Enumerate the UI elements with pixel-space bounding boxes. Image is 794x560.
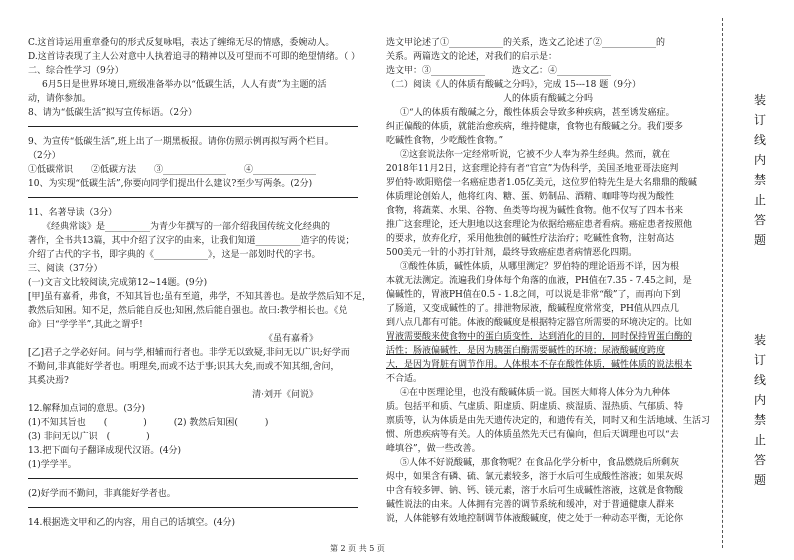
left-text-line: 12.解释加点词的意思。(3分) — [28, 404, 146, 414]
binding-char: 订 — [753, 113, 766, 127]
left-text-line: 三、阅读（37分） — [28, 264, 103, 274]
left-text-line: [甲]虽有嘉肴，弗食，不知其旨也;虽有至道，弗学，不知其善也。是故学然后知不足， — [28, 292, 372, 302]
left-text-line: 动，请你参加。 — [28, 94, 92, 104]
right-text-line: 峰填谷”，做一些改善。 — [386, 444, 481, 454]
right-text-line: 胃液需要酸来使食物中的蛋白质变性，达到消化的目的，同时保持胃蛋白酶的 — [386, 332, 693, 342]
left-text-line: (2)好学而不勤问，非真能好学者也。 — [28, 489, 176, 499]
right-text-line: ④在中医理论里，也没有酸碱体质一说。国医大师将人体分为九种体 — [400, 388, 671, 398]
right-text-line: 的要求，放弃化疗，采用他独创的碱性疗法治疗；吃碱性食物，注射高达 — [386, 234, 675, 244]
right-text-line: ②这套说法你一定经常听说，它被不少人奉为养生经典。然而，就在 — [400, 150, 671, 160]
left-text-line: 8、请为“低碳生活”拟写宣传标语。（2分） — [28, 108, 198, 118]
binding-char: 答 — [753, 213, 766, 227]
left-text-line: 二、综合性学习（9分） — [28, 66, 124, 76]
right-text-line: 推广这套理论，还大胆地以这套理论为依据给癌症患者看病。癌症患者按照他 — [386, 220, 693, 230]
right-text-line: 活性；肠液偏碱性，是因为胰蛋白酶需要碱性的环境；尿液酸碱度跨度 — [386, 346, 666, 356]
left-text-line: 10、为实现“低碳生活”,你要向同学们提出什么建议?至少写两条。(2分) — [28, 179, 313, 189]
right-text-line: 禀质等，认为体质是由先天遗传决定的，和遗传有关，同时又和生活地域、生活习 — [386, 416, 710, 426]
left-text-line: 介绍了古代的字书，即字典的《____________》，这是一部划时代的字书。 — [28, 250, 321, 260]
binding-char: 答 — [753, 453, 766, 467]
right-text-line: ⑤人体不好说酸碱，那食物呢？在食品化学分析中，食品燃烧后所剩灰 — [400, 458, 680, 468]
right-text-line: 体质理论创始人，他将红肉、糖、蛋、奶制品、酒精、咖啡等均视为酸性 — [386, 192, 675, 202]
right-text-line: 500美元一针的小苏打针剂，最终导致癌症患者病情恶化四期。 — [386, 248, 638, 258]
binding-char: 止 — [753, 193, 766, 207]
left-text-line: D.这首诗表现了主人公对意中人执着追寻的精神以及可望而不可即的绝望情绪。（ ） — [28, 52, 361, 62]
binding-notice-top — [750, 90, 770, 250]
right-text-line: 选文甲论述了①____________的关系，选文乙论述了②____________的 — [386, 38, 666, 48]
right-text-line: （二）阅读《人的体质有酸碱之分吗》，完成 15---18 题（9分） — [386, 80, 641, 90]
binding-dashed-line — [722, 18, 723, 548]
right-text-line: 到八点几都有可能。体液的酸碱度是根据特定器官所需要的环境决定的。比如 — [386, 318, 693, 328]
binding-char: 线 — [753, 373, 766, 387]
left-text-line: 6月5日是世界环境日,班级准备举办以“低碳生活，人人有责”为主题的活 — [42, 80, 327, 90]
left-text-line: [乙]君子之学必好问。问与学,相辅而行者也。非学无以致疑,非问无以广识;好学而 — [28, 348, 350, 358]
binding-char: 线 — [753, 133, 766, 147]
left-column — [28, 36, 378, 530]
binding-char: 装 — [753, 93, 766, 107]
right-text-line: 大，是因为肾脏有调节作用。人体根本不存在酸性体质，碱性体质的说法根本 — [386, 360, 693, 370]
right-text-line: 纠正偏酸的体质，就能治愈疾病，维持健康，食物也有酸碱之分。我们要多 — [386, 122, 684, 132]
answer-line — [28, 126, 358, 127]
right-text-line: 食物，将蔬菜、水果、谷物、鱼类等均视为碱性食物。他不仅写了四本书来 — [386, 206, 684, 216]
binding-char: 禁 — [753, 173, 766, 187]
right-text-line: 中含有较多钾、钠、钙、镁元素，溶于水后可生成碱性溶液，这就是食物酸 — [386, 486, 684, 496]
right-text-line: 2018年11月2日，这套理论持有者“官宣”为伪科学，美国圣地亚哥法庭判 — [386, 164, 679, 174]
left-text-line: (一)文言文比较阅读,完成第12~14题。(9分) — [28, 278, 208, 288]
left-text-line: 著作，全书共13篇，其中介绍了汉字的由来，让我们知道__________造字的传说； — [28, 236, 355, 246]
right-text-line: ①“人的体质有酸碱之分，酸性体质会导致多种疾病，甚至诱发癌症。 — [400, 108, 675, 118]
left-text-line: 9、为宣传“低碳生活”,班上出了一期黑板报。请你仿照示例再拟写两个栏目。 — [28, 137, 334, 147]
binding-notice-bottom — [750, 330, 770, 490]
right-text-line: 惯、所患疾病等有关。人的体质虽然先天已有偏向，但后天调理也可以“去 — [386, 430, 679, 440]
right-text-line: 了肠道，又变成碱性的了。排泄物尿液，酸碱程度常常变，PH值从四点几 — [386, 304, 679, 314]
left-text-line: (1)不知其旨也 ( ) (2) 教然后知困( ) — [28, 418, 269, 428]
right-text-line: 选文甲：③____________ 选文乙：④____________ — [386, 66, 612, 76]
left-text-line: 13.把下面句子翻译成现代汉语。(4分) — [28, 446, 182, 456]
page-footer: 第 2 页 共 5 页 — [330, 544, 385, 553]
right-text-line: 偏碱性的，胃液PH值在0.5 - 1.8之间，可以说是非常“酸”了，而再向下到 — [386, 290, 681, 300]
right-text-line: 说，人体能够有效地控制调节体液酸碱度，使之处于一种动态平衡，无论你 — [386, 514, 684, 524]
left-text-line: 不勤问,非真能好学者也。明理矣,而或不达于事;识其大矣,而或不知其细,舍问， — [28, 362, 340, 372]
left-text-line: 其奚决焉? — [28, 376, 69, 386]
left-text-line: 14.根据选文甲和乙的内容，用自己的话填空。(4分) — [28, 518, 236, 528]
left-text-line: 《虽有嘉肴》 — [263, 334, 318, 344]
left-text-line: 清·刘开《问说》 — [252, 390, 318, 400]
right-text-line: 关系。两篇选文的论述，对我们的启示是： — [386, 52, 558, 62]
answer-line — [28, 478, 358, 479]
binding-char: 装 — [753, 333, 766, 347]
right-text-line: 吃碱性食物，少吃酸性食物。” — [386, 136, 504, 146]
binding-char: 题 — [753, 233, 766, 247]
right-text-line: ③酸性体质，碱性体质，从哪里测定？罗伯特的理论语焉不详，因为根 — [400, 262, 680, 272]
right-text-line: 罗伯特·欧阳赔偿一名癌症患者1.05亿美元，这位罗伯特先生是大名鼎鼎的酸碱 — [386, 178, 697, 188]
binding-char: 止 — [753, 433, 766, 447]
right-column — [386, 36, 710, 526]
right-text-line: 烬中，如果含有磷、硫、氯元素较多，溶于水后可生成酸性溶液；如果灰烬 — [386, 472, 684, 482]
left-text-line: 教然后知困。知不足，然后能自反也;知困,然后能自强也。故曰:教学相长也。《兑 — [28, 306, 348, 316]
left-text-line: 《经典常谈》是__________为青少年撰写的一部介绍我国传统文化经典的 — [42, 222, 331, 232]
left-text-line: C.这首诗运用重章叠句的形式反复咏唱，表达了缠绵无尽的情感，委婉动人。 — [28, 38, 335, 48]
binding-char: 订 — [753, 353, 766, 367]
binding-char: 题 — [753, 473, 766, 487]
left-text-line: ①低碳常识 ②低碳方法 ③______________ ④______________ — [28, 165, 317, 175]
left-text-line: (1)学学半。 — [28, 460, 77, 470]
answer-line — [28, 507, 358, 508]
binding-char: 内 — [753, 153, 766, 167]
answer-line — [28, 197, 358, 198]
right-text-line: 质。包括平和质、气虚质、阳虚质、阴虚质、痰湿质、湿热质、气郁质、特 — [386, 402, 684, 412]
binding-char: 禁 — [753, 413, 766, 427]
right-text-line: 碱性说法的由来。人体拥有完善的调节系统和缓冲，对于普通健康人群来 — [386, 500, 675, 510]
right-text-line: 不合适。 — [386, 374, 423, 384]
left-text-line: 命》曰“学学半”,其此之谓乎! — [28, 320, 143, 330]
right-text-line: 人的体质有酸碱之分吗 — [502, 94, 593, 104]
left-text-line: 11、名著导读（3分） — [28, 208, 118, 218]
left-text-line: （2分） — [28, 151, 61, 161]
binding-char: 内 — [753, 393, 766, 407]
right-text-line: 本就无法测定。流遍我们身体每个角落的血液，PH值在7.35 - 7.45之间，是 — [386, 276, 692, 286]
left-text-line: (3) 非问无以广识 ( ) — [28, 432, 150, 442]
